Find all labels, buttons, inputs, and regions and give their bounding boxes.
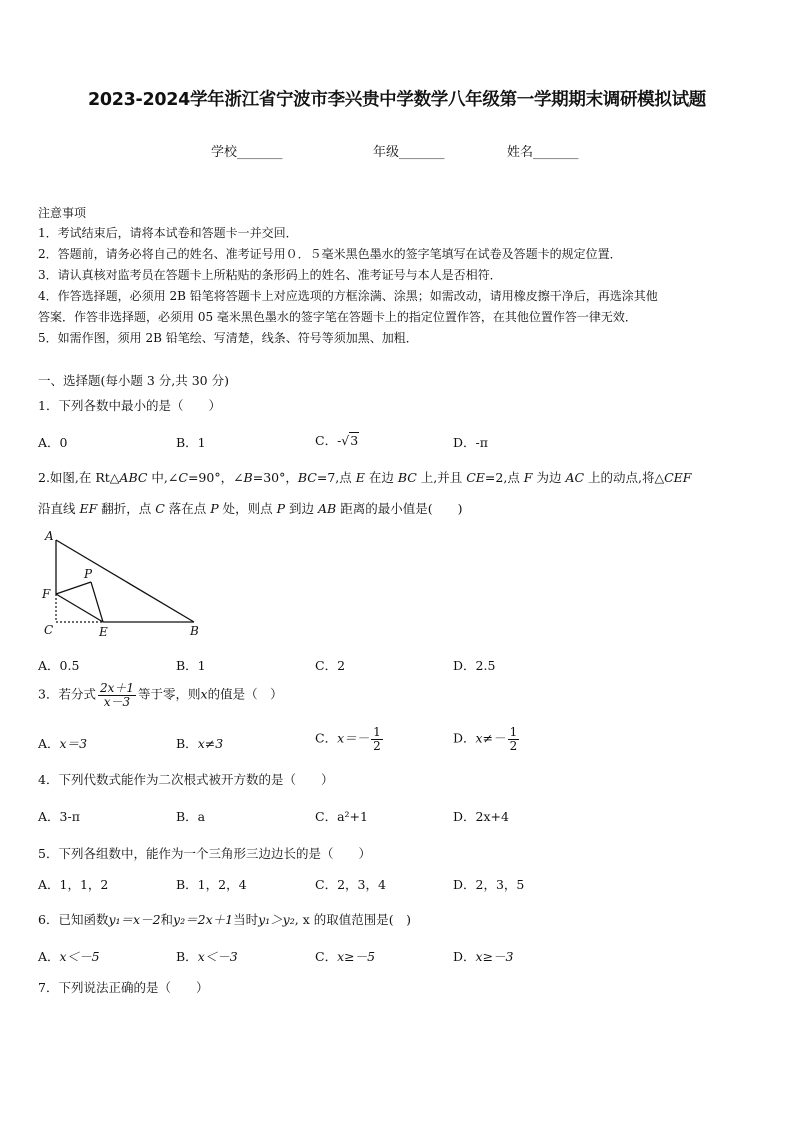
triangle-figure	[36, 526, 206, 642]
q3-option-a: A．x＝3	[38, 736, 88, 751]
q1-option-d: D．-π	[453, 435, 488, 450]
label-C: C	[44, 623, 54, 637]
question-2-stem-line2: 沿直线 EF 翻折，点 C 落在点 P 处，则点 P 到边 AB 距离的最小值是( )	[38, 501, 463, 516]
q3-option-c: C．x＝－ $\frac{1}{2}$	[315, 725, 381, 753]
q3-option-d: D．x≠－ $\frac{1}{2}$	[453, 725, 518, 753]
note-item: 5．如需作图，须用 2B 铅笔绘、写清楚，线条、符号等须加黑、加粗．	[38, 331, 418, 345]
note-item: 2．答题前，请务必将自己的姓名、准考证号用０．５毫米黑色墨水的签字笔填写在试卷及答题卡的规定位置．	[38, 247, 622, 261]
question-6-stem: 6．已知函数y₁＝x－2和y₂＝2x＋1当时y₁＞y₂, x 的取值范围是( )	[38, 912, 411, 927]
q4-option-c: C．a²+1	[315, 809, 368, 824]
name-field: 姓名_______	[507, 145, 579, 160]
q5-option-c: C．2，3，4	[315, 877, 386, 892]
segment-AB	[56, 540, 194, 622]
section-heading: 一、选择题(每小题 3 分,共 30 分)	[38, 373, 229, 388]
question-5-stem: 5．下列各组数中，能作为一个三角形三边边长的是（ ）	[38, 846, 371, 861]
q2-option-d: D．2.5	[453, 658, 496, 673]
q6-option-a: A．x＜－5	[38, 949, 100, 964]
question-2-stem-line1: 2.如图,在 Rt△ABC 中,∠C=90°，∠B=30°，BC=7,点 E 在边 BC 上,并且 CE=2,点 F 为边 AC 上的动点,将△CEF	[38, 470, 692, 485]
q6-option-d: D．x≥－3	[453, 949, 514, 964]
q5-option-d: D．2，3，5	[453, 877, 525, 892]
q2-option-c: C．2	[315, 658, 346, 673]
q6-option-b: B．x＜－3	[176, 949, 238, 964]
label-E: E	[99, 625, 108, 639]
note-item: 1．考试结束后，请将本试卷和答题卡一并交回．	[38, 226, 298, 240]
page-title: 2023-2024学年浙江省宁波市李兴贵中学数学八年级第一学期期末调研模拟试题	[88, 90, 706, 110]
q4-option-b: B．a	[176, 809, 206, 824]
q1-option-a: A．0	[38, 435, 68, 450]
note-item: 3．请认真核对监考员在答题卡上所粘贴的条形码上的姓名、准考证号与本人是否相符．	[38, 268, 502, 282]
q5-option-b: B．1，2，4	[176, 877, 247, 892]
q3-option-b: B．x≠3	[176, 736, 224, 751]
q1-option-c: C．-√3	[315, 433, 359, 448]
notes-heading: 注意事项	[38, 206, 87, 220]
question-1-stem: 1．下列各数中最小的是（ ）	[38, 398, 221, 413]
question-7-stem: 7．下列说法正确的是（ ）	[38, 980, 209, 995]
label-F: F	[42, 587, 51, 601]
segment-FP	[56, 582, 91, 594]
sqrt-icon: √3	[341, 433, 359, 448]
note-item: 4．作答选择题，必须用 2B 铅笔将答题卡上对应选项的方框涂满、涂黑；如需改动，请用橡皮擦干净后，再选涂其他	[38, 289, 658, 303]
q2-option-a: A．0.5	[38, 658, 80, 673]
label-P: P	[84, 567, 93, 581]
q5-option-a: A．1，1，2	[38, 877, 109, 892]
fraction: $\frac{2x+1}{x-3}$	[99, 681, 134, 709]
label-A: A	[45, 529, 54, 543]
school-field: 学校_______	[211, 145, 283, 160]
q1-option-b: B．1	[176, 435, 206, 450]
question-4-stem: 4．下列代数式能作为二次根式被开方数的是（ ）	[38, 772, 334, 787]
note-item: 答案．作答非选择题，必须用 05 毫米黑色墨水的签字笔在答题卡上的指定位置作答，在其他位置作答一律无效．	[38, 310, 637, 324]
q2-option-b: B．1	[176, 658, 206, 673]
grade-field: 年级_______	[373, 145, 445, 160]
q4-option-d: D．2x+4	[453, 809, 509, 824]
q6-option-c: C．x≥－5	[315, 949, 376, 964]
question-3-stem: 3．若分式 $\frac{2x+1}{x-3}$ 等于零，则x的值是（ ）	[38, 681, 283, 709]
label-B: B	[190, 624, 199, 638]
q4-option-a: A．3-π	[38, 809, 80, 824]
